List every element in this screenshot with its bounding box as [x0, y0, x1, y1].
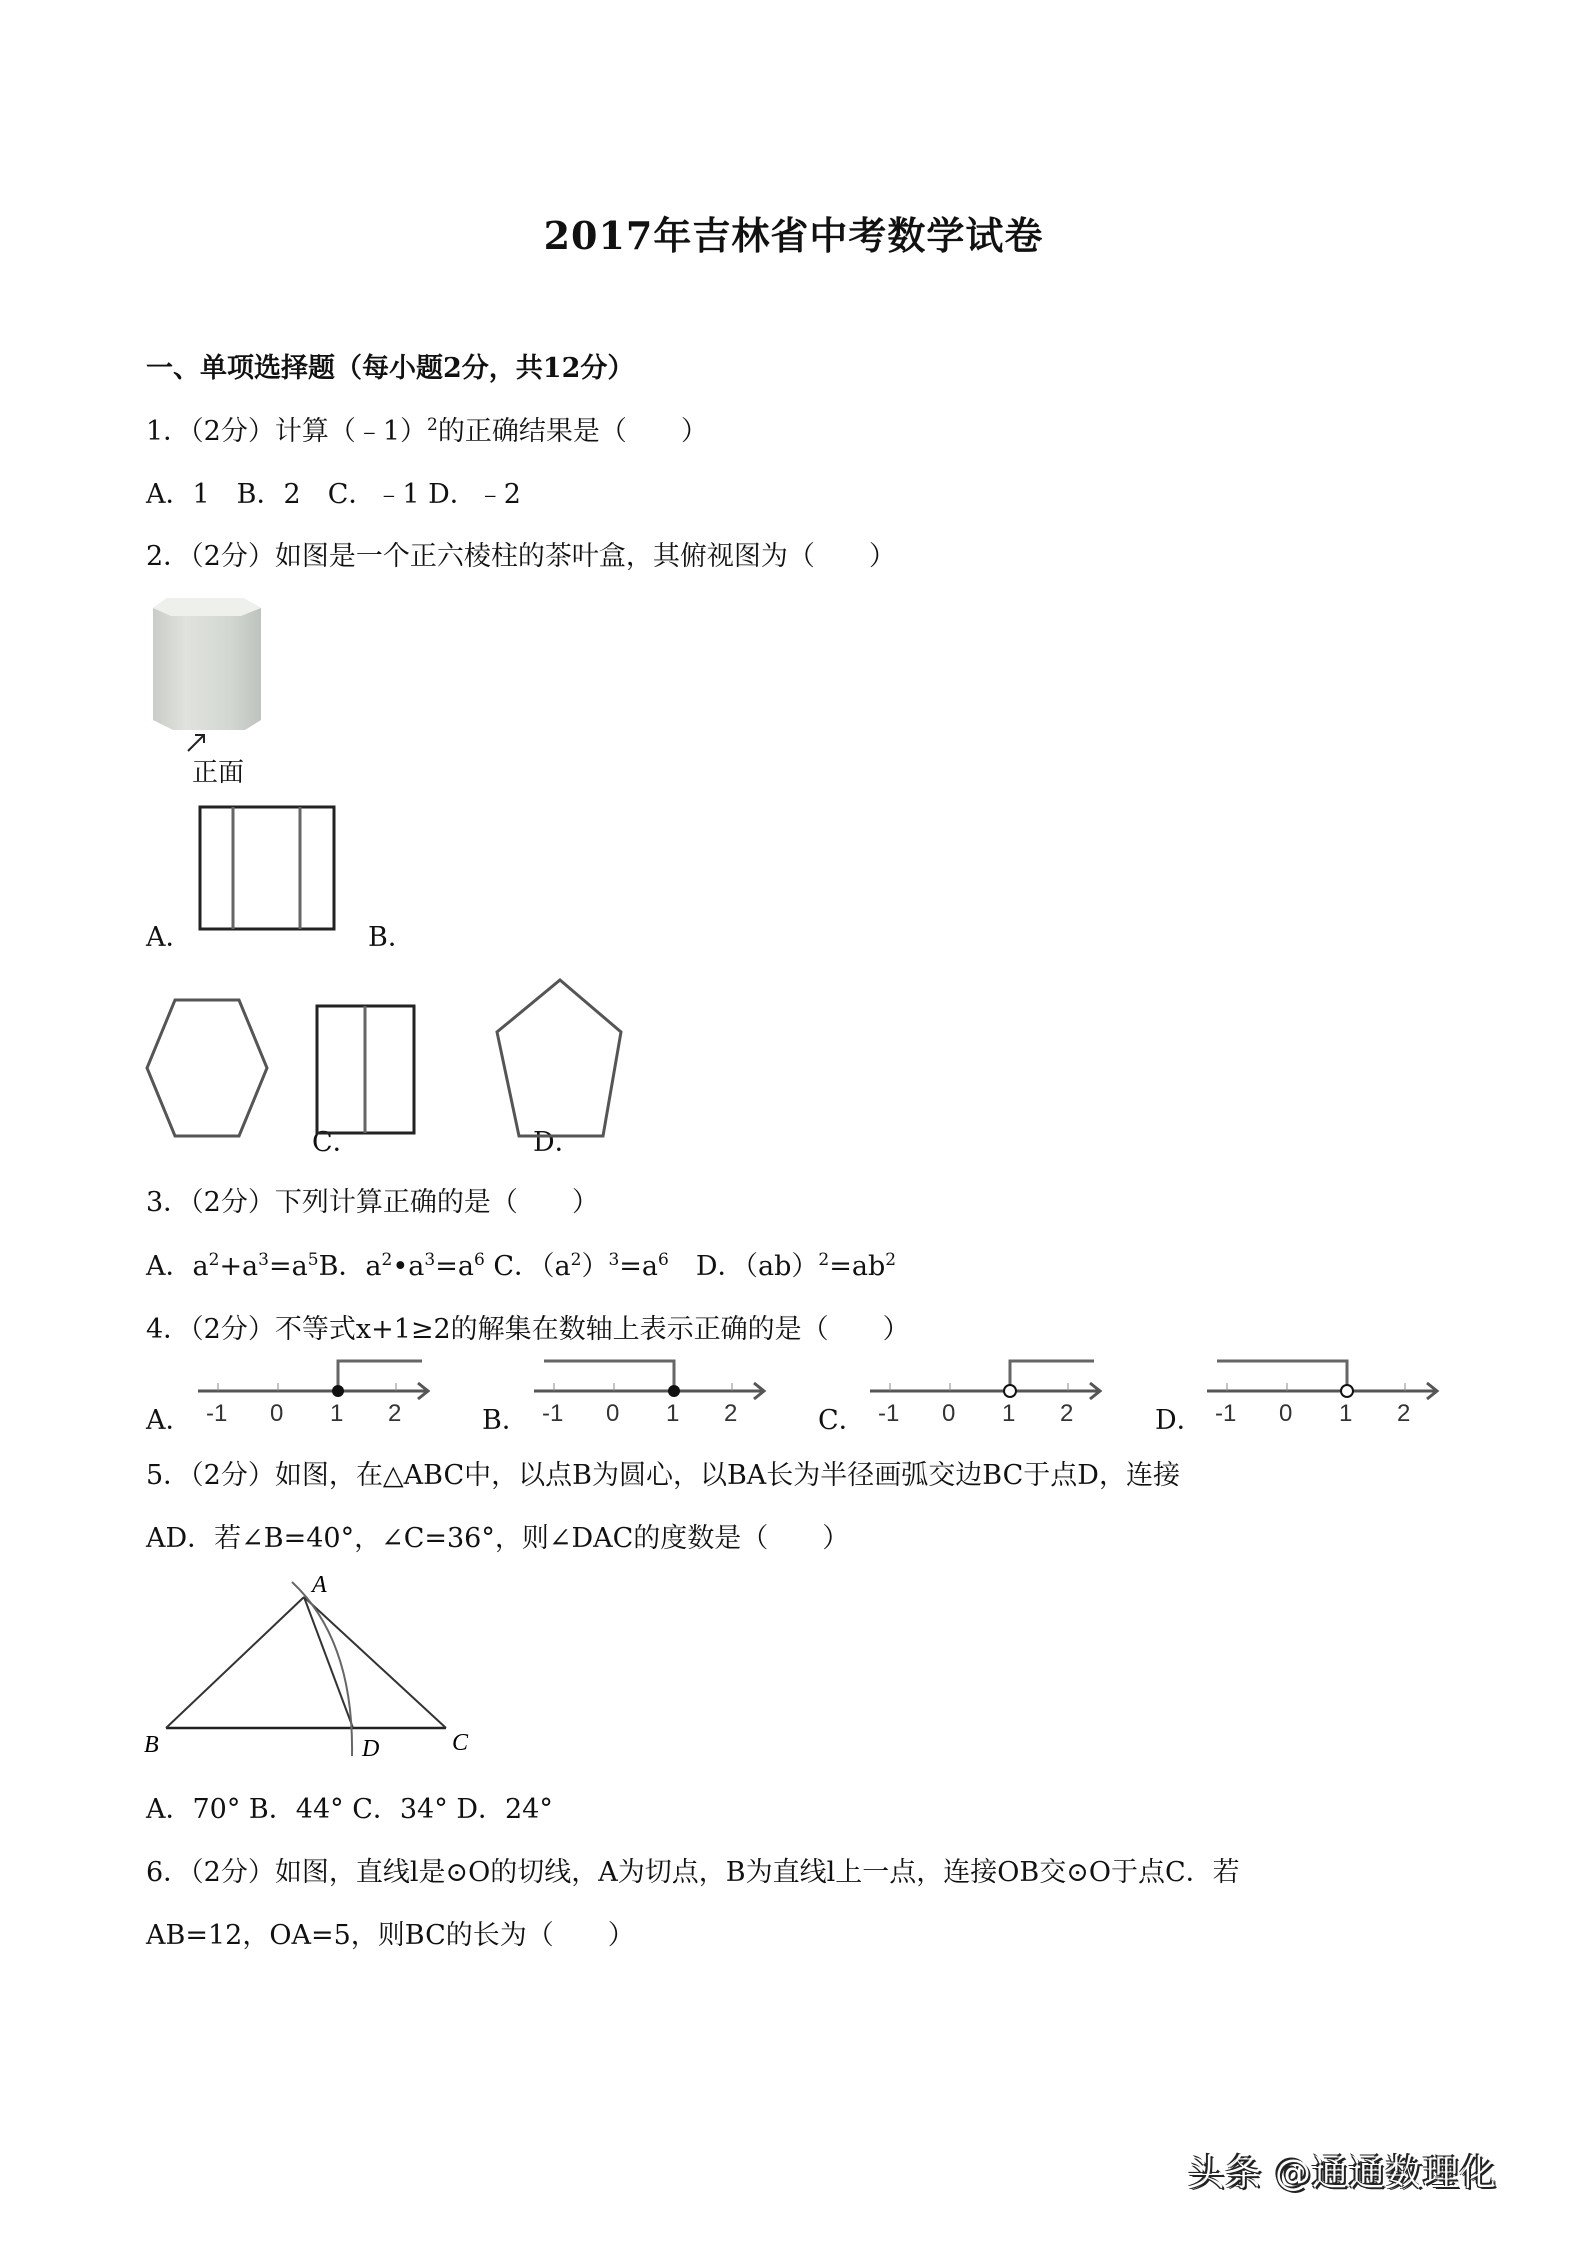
svg-text:-1: -1: [878, 1400, 900, 1425]
question-5-stem-line-2: AD．若∠B=40°，∠C=36°，则∠DAC的度数是（ ）: [146, 1523, 850, 1554]
q2-option-a-label: A．: [146, 922, 193, 953]
q2-option-d-shape: [493, 976, 627, 1144]
q2-option-b-shape: [143, 996, 271, 1140]
svg-text:2: 2: [724, 1400, 738, 1425]
q3-option-a-label: A．: [146, 1251, 193, 1282]
question-1-stem: [146, 415, 708, 449]
q2-option-c-label: C．: [312, 1127, 360, 1158]
svg-text:1: 1: [330, 1400, 344, 1425]
svg-text:0: 0: [270, 1400, 284, 1425]
section-heading: 一、单项选择题（每小题2分，共12分）: [146, 353, 635, 384]
svg-text:1: 1: [666, 1400, 680, 1425]
q2-option-b-label: B．: [368, 922, 415, 953]
tea-box-figure: [145, 596, 265, 736]
svg-text:1: 1: [1339, 1400, 1353, 1425]
svg-text:0: 0: [942, 1400, 956, 1425]
svg-text:2: 2: [1397, 1400, 1411, 1425]
q1-superscript: 2: [427, 415, 438, 435]
q2-option-d-label: D．: [533, 1127, 582, 1158]
page-title: 2017年吉林省中考数学试卷: [543, 213, 1044, 258]
q3-option-c-label: C．: [493, 1251, 542, 1282]
label-d: D: [362, 1736, 380, 1762]
question-1-options: A．1 B．2 C．﹣1 D．﹣2: [146, 479, 521, 510]
q4-option-b-number-line: [532, 1355, 772, 1425]
label-b: B: [144, 1732, 159, 1758]
svg-text:1: 1: [1002, 1400, 1016, 1425]
q4-option-d-label: D．: [1155, 1405, 1204, 1436]
svg-text:2: 2: [388, 1400, 402, 1425]
watermark: 头条 @通通数理化: [1188, 2153, 1497, 2194]
q4-option-a-label: A．: [146, 1405, 193, 1436]
figure-caption: 正面: [192, 758, 245, 788]
q1-stem-pre: 1．（2分）计算（﹣1）: [146, 416, 428, 447]
question-2-stem: 2．（2分）如图是一个正六棱柱的茶叶盒，其俯视图为（ ）: [146, 541, 896, 572]
q2-option-c-shape: [315, 1004, 417, 1138]
q3-option-d-label: D．: [695, 1251, 745, 1282]
svg-text:-1: -1: [206, 1400, 228, 1425]
q4-option-a-number-line: [196, 1355, 436, 1425]
question-6-stem-line-2: AB=12，OA=5，则BC的长为（ ）: [146, 1920, 635, 1951]
svg-text:2: 2: [1060, 1400, 1074, 1425]
q3-option-b-text: $a^2•a^3=a^6$: [365, 1250, 485, 1282]
svg-text:0: 0: [1279, 1400, 1293, 1425]
question-5-options: A．70° B．44° C．34° D．24°: [146, 1794, 553, 1825]
question-5-stem-line-1: 5．（2分）如图，在△ABC中，以点B为圆心，以BA长为半径画弧交边BC于点D，连接: [146, 1460, 1180, 1491]
svg-text:0: 0: [606, 1400, 620, 1425]
question-4-stem: 4．（2分）不等式x+1≥2的解集在数轴上表示正确的是（ ）: [146, 1314, 910, 1345]
question-3-options: [146, 1250, 896, 1284]
q3-option-d-text: $(ab)^2=ab^2$: [744, 1250, 897, 1282]
q3-option-a-text: $a^2+a^3=a^5$: [192, 1250, 319, 1282]
svg-text:-1: -1: [1215, 1400, 1237, 1425]
q3-option-b-label: B．: [318, 1251, 366, 1282]
q4-option-d-number-line: [1205, 1355, 1445, 1425]
q1-stem-post: 的正确结果是（ ）: [437, 416, 708, 447]
q4-option-c-label: C．: [818, 1405, 866, 1436]
q4-option-c-number-line: [868, 1355, 1108, 1425]
q3-option-c-text: $(a^2)^3=a^6$: [541, 1250, 669, 1282]
label-a: A: [312, 1572, 327, 1598]
q2-option-a-shape: [198, 805, 338, 935]
label-c: C: [452, 1730, 469, 1756]
q4-option-b-label: B．: [482, 1405, 529, 1436]
question-6-stem-line-1: 6．（2分）如图，直线l是⊙O的切线，A为切点，B为直线l上一点，连接OB交⊙O于点C．若: [146, 1857, 1240, 1888]
triangle-abc-figure: [140, 1570, 480, 1770]
question-3-stem: 3．（2分）下列计算正确的是（ ）: [146, 1187, 599, 1218]
svg-text:-1: -1: [542, 1400, 564, 1425]
